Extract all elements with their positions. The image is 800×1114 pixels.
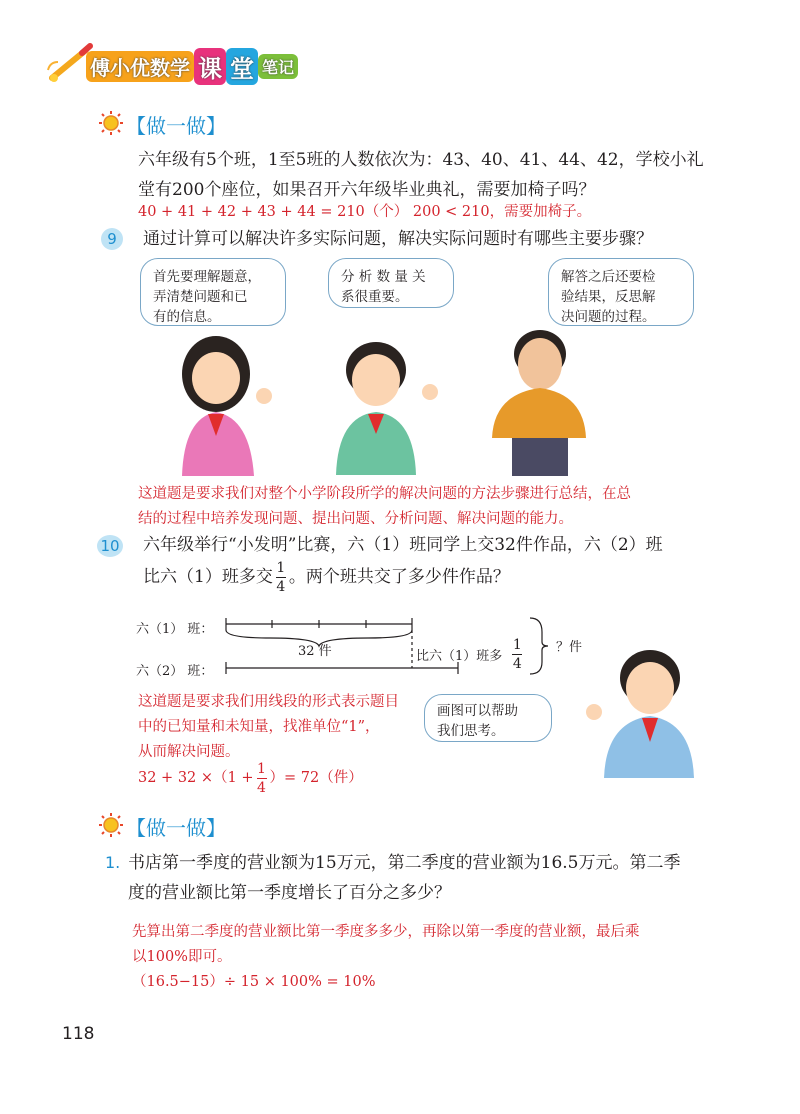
boy-2-illustration [580,638,700,778]
speech-bubble-2 [328,258,454,308]
q10-note-line-1: 这道题是要求我们用线段的形式表示题目 [138,694,399,710]
practice-2-note-line-2: 以100%即可。 [132,949,232,965]
bubble-4-line-2: 我们思考。 [437,723,505,739]
diagram-frac-den: 4 [512,656,522,672]
girl-illustration [160,326,280,476]
q10-note-line-3: 从而解决问题。 [138,744,240,760]
practice-2-note [132,920,782,995]
teacher-illustration [488,318,588,476]
bubble-4-line-1: 画图可以帮助 [437,703,518,719]
q10-answer-frac-den: 4 [257,780,266,796]
q10-line-1: 六年级举行“小发明”比赛，六（1）班同学上交32件作品，六（2）班 [143,535,663,555]
question-10-number: 10 [97,535,123,557]
question-9-number: 9 [101,228,123,250]
speech-bubble-3 [548,258,694,326]
q10-line-2-a: 比六（1）班多交 [143,567,273,587]
practice-1-question [138,145,778,205]
practice-2-item-number: 1. [105,853,121,872]
diagram-more-fraction [512,638,522,671]
brand-part-1: 傅小优数学 [86,51,194,82]
q10-line-2 [143,560,783,594]
bubble-1-line-3: 有的信息。 [153,309,221,325]
q10-frac-den: 4 [276,578,286,595]
q10-answer-frac-num: 1 [257,761,266,777]
bubble-1-line-2: 弄清楚问题和已 [153,289,248,305]
question-10-note [138,690,428,765]
brand-part-3: 堂 [226,48,258,85]
practice-1-title: 【做一做】 [126,114,226,138]
brand-part-2: 课 [194,48,226,85]
diagram-row-2-label: 六（2） 班： [136,664,214,679]
sun-icon [98,812,124,838]
practice-1-line-2: 堂有200个座位，如果召开六年级毕业典礼，需要加椅子吗？ [138,180,596,200]
question-10-text [143,530,783,594]
brand-part-4: 笔记 [258,54,298,79]
practice-2-line-1: 书店第一季度的营业额为15万元，第二季度的营业额为16.5万元。第二季 [128,853,681,873]
practice-2-line-2: 度的营业额比第一季度增长了百分之多少？ [128,883,451,903]
q10-answer-fraction [257,762,267,795]
q10-answer-a: 32 + 32 ×（1 + [138,770,254,786]
question-10-answer [138,762,363,795]
brand-title [86,50,298,82]
diagram-more-text: 比六（1）班多 [416,649,503,664]
page-number: 118 [62,1024,95,1044]
speech-bubble-1 [140,258,286,326]
practice-2-title: 【做一做】 [126,816,226,840]
bubble-3-line-3: 决问题的过程。 [561,309,656,325]
practice-2-question [128,848,788,908]
q10-note-line-2: 中的已知量和未知量，找准单位“1”， [138,719,380,735]
q10-answer-b: ）= 72（件） [269,770,363,786]
practice-1-answer: 40 + 41 + 42 + 43 + 44 = 210（个） 200 < 210，需要加椅子。 [138,204,592,220]
diagram-count-label: 32 件 [298,644,332,659]
bubble-2-line-1: 分 析 数 量 关 [341,269,426,285]
bubble-1-line-1: 首先要理解题意， [153,269,261,285]
speech-bubble-4 [424,694,552,742]
diagram-frac-num: 1 [512,637,522,653]
practice-1-line-1: 六年级有5个班，1至5班的人数依次为：43、40、41、44、42，学校小礼 [138,150,704,170]
q10-line-2-b: 。两个班共交了多少件作品？ [288,567,510,587]
diagram-question-label: ？件 [556,640,583,655]
bubble-2-line-2: 系很重要。 [341,289,409,305]
diagram-more-label [416,638,525,671]
boy-illustration [320,330,450,475]
bubble-3-line-2: 验结果，反思解 [561,289,656,305]
q10-frac-num: 1 [276,559,286,576]
practice-2-note-line-1: 先算出第二季度的营业额比第一季度多多少，再除以第一季度的营业额，最后乘 [132,924,640,940]
diagram-row-1-label: 六（1） 班： [136,622,214,637]
question-9-text: 通过计算可以解决许多实际问题，解决实际问题时有哪些主要步骤？ [143,229,653,249]
bubble-3-line-1: 解答之后还要检 [561,269,656,285]
q9-note-line-1: 这道题是要求我们对整个小学阶段所学的解决问题的方法步骤进行总结，在总 [138,486,631,502]
q9-note-line-2: 结的过程中培养发现问题、提出问题、分析问题、解决问题的能力。 [138,511,573,527]
sun-icon [98,110,124,136]
practice-2-answer: （16.5−15）÷ 15 × 100% = 10% [132,974,376,990]
q10-fraction [276,561,286,594]
question-9-note [138,482,778,532]
